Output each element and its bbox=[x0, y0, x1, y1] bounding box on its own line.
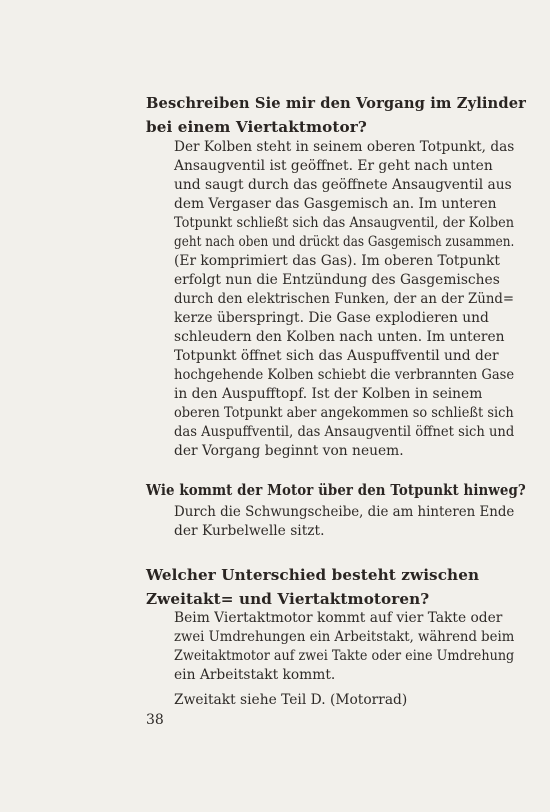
answer-line: Ansaugventil ist geöffnet. Er geht nach unten bbox=[174, 158, 493, 174]
answer-line: Totpunkt öffnet sich das Auspuffventil und der bbox=[174, 348, 499, 364]
answer-line: Beim Viertaktmotor kommt auf vier Takte oder bbox=[174, 610, 503, 626]
answer-line: Durch die Schwungscheibe, die am hinteren Ende bbox=[174, 504, 515, 520]
question-line: Welcher Unterschied besteht zwischen bbox=[146, 566, 480, 584]
question-line: Zweitakt= und Viertaktmotoren? bbox=[146, 590, 430, 608]
reference-note: Zweitakt siehe Teil D. (Motorrad) bbox=[174, 692, 408, 708]
question-line: Beschreiben Sie mir den Vorgang im Zylinder bbox=[146, 94, 526, 112]
question-heading bbox=[146, 479, 526, 501]
page-number: 38 bbox=[146, 712, 164, 728]
answer-line: Zweitaktmotor auf zwei Takte oder eine Umdrehung bbox=[174, 648, 515, 664]
answer-line: durch den elektrischen Funken, der an der Zünd= bbox=[174, 291, 515, 307]
answer-line: ein Arbeitstakt kommt. bbox=[174, 667, 336, 683]
answer-line: zwei Umdrehungen ein Arbeitstakt, während beim bbox=[174, 629, 515, 645]
answer-line: der Vorgang beginnt von neuem. bbox=[174, 443, 404, 459]
answer-paragraph bbox=[174, 138, 514, 461]
answer-line: der Kurbelwelle sitzt. bbox=[174, 523, 325, 539]
answer-line: und saugt durch das geöffnete Ansaugventil aus bbox=[174, 177, 512, 193]
answer-line: hochgehende Kolben schiebt die verbrannten Gase bbox=[174, 367, 515, 383]
answer-line: Der Kolben steht in seinem oberen Totpunkt, das bbox=[174, 139, 515, 155]
answer-line: das Auspuffventil, das Ansaugventil öffnet sich und bbox=[174, 424, 515, 440]
answer-line: geht nach oben und drückt das Gasgemisch zusammen. bbox=[174, 234, 515, 250]
answer-line: schleudern den Kolben nach unten. Im unteren bbox=[174, 329, 505, 345]
question-heading bbox=[146, 564, 526, 610]
answer-line: erfolgt nun die Entzündung des Gasgemisches bbox=[174, 272, 500, 288]
answer-line: (Er komprimiert das Gas). Im oberen Totpunkt bbox=[174, 253, 500, 269]
answer-paragraph bbox=[174, 503, 514, 541]
answer-paragraph bbox=[174, 609, 514, 710]
question-line: Wie kommt der Motor über den Totpunkt hinweg? bbox=[146, 481, 526, 499]
answer-line: Totpunkt schließt sich das Ansaugventil, der Kolben bbox=[174, 215, 515, 231]
answer-line: in den Auspufftopf. Ist der Kolben in seinem bbox=[174, 386, 483, 402]
answer-line: oberen Totpunkt aber angekommen so schließt sich bbox=[174, 405, 514, 421]
question-line: bei einem Viertaktmotor? bbox=[146, 118, 367, 136]
question-heading bbox=[146, 92, 526, 138]
answer-line: kerze überspringt. Die Gase explodieren und bbox=[174, 310, 489, 326]
answer-line: dem Vergaser das Gasgemisch an. Im unteren bbox=[174, 196, 497, 212]
